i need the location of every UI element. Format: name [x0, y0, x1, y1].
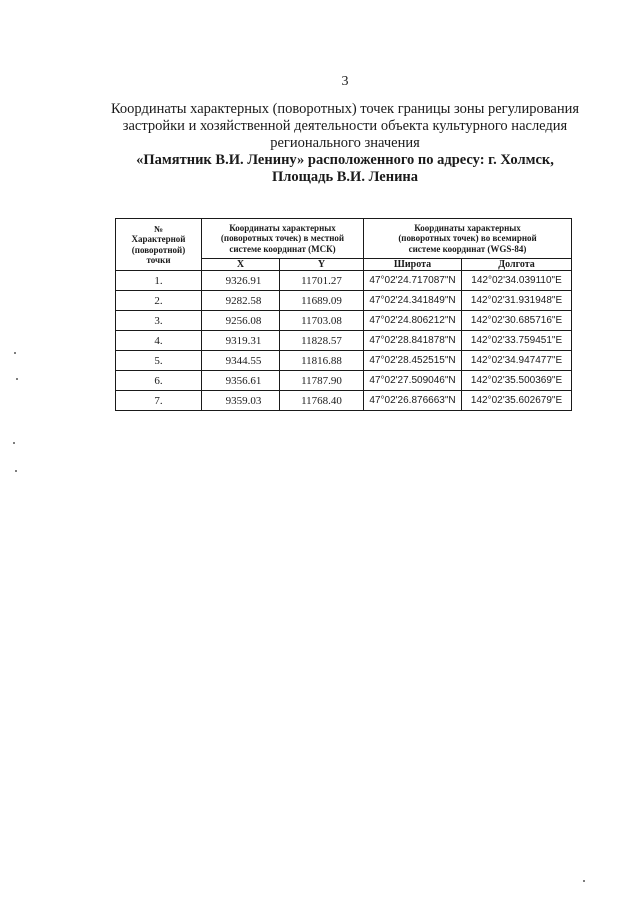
- cell-x: 9326.91: [202, 271, 280, 291]
- cell-point-number: 4.: [116, 331, 202, 351]
- cell-point-number: 5.: [116, 351, 202, 371]
- cell-longitude: 142°02'30.685716"E: [462, 311, 572, 331]
- title-line: регионального значения: [270, 135, 420, 151]
- table-row: [116, 311, 572, 331]
- object-name-line: «Памятник В.И. Ленину» расположенного по адресу: г. Холмск,: [136, 152, 554, 168]
- table-row: [116, 331, 572, 351]
- cell-point-number: 1.: [116, 271, 202, 291]
- header-x: X: [202, 259, 280, 271]
- cell-longitude: 142°02'33.759451"E: [462, 331, 572, 351]
- cell-longitude: 142°02'31.931948"E: [462, 291, 572, 311]
- table-row: [116, 391, 572, 411]
- table-row: [116, 371, 572, 391]
- cell-latitude: 47°02'24.717087"N: [364, 271, 462, 291]
- title-line: Координаты характерных (поворотных) точек границы зоны регулирования: [110, 101, 580, 117]
- table-row: [116, 291, 572, 311]
- table-row: [116, 271, 572, 291]
- header-longitude: Долгота: [462, 259, 572, 271]
- cell-point-number: 2.: [116, 291, 202, 311]
- cell-latitude: 47°02'28.841878"N: [364, 331, 462, 351]
- header-line: Координаты характерных: [414, 222, 521, 233]
- title-line: застройки и хозяйственной деятельности объекта культурного наследия: [122, 118, 568, 134]
- address-line: Площадь В.И. Ленина: [271, 169, 419, 185]
- scan-speck: [583, 880, 585, 882]
- cell-latitude: 47°02'28.452515"N: [364, 351, 462, 371]
- cell-y: 11787.90: [280, 371, 364, 391]
- cell-y: 11816.88: [280, 351, 364, 371]
- cell-longitude: 142°02'35.500369"E: [462, 371, 572, 391]
- cell-point-number: 7.: [116, 391, 202, 411]
- header-local-coordinates: [202, 219, 364, 259]
- header-line: Координаты характерных: [229, 222, 336, 233]
- cell-x: 9356.61: [202, 371, 280, 391]
- cell-x: 9359.03: [202, 391, 280, 411]
- cell-x: 9282.58: [202, 291, 280, 311]
- scan-speck: [15, 470, 17, 472]
- cell-longitude: 142°02'34.947477"E: [462, 351, 572, 371]
- cell-y: 11703.08: [280, 311, 364, 331]
- scan-speck: [14, 352, 16, 354]
- header-line: системе координат (WGS-84): [408, 243, 527, 254]
- cell-latitude: 47°02'24.806212"N: [364, 311, 462, 331]
- cell-latitude: 47°02'26.876663"N: [364, 391, 462, 411]
- header-line: (поворотной): [131, 244, 186, 255]
- cell-longitude: 142°02'34.039110"E: [462, 271, 572, 291]
- scan-speck: [13, 442, 15, 444]
- cell-longitude: 142°02'35.602679"E: [462, 391, 572, 411]
- header-line: Характерной: [131, 234, 186, 244]
- header-global-coordinates: [364, 219, 572, 259]
- cell-latitude: 47°02'27.509046"N: [364, 371, 462, 391]
- page-number: 3: [341, 74, 349, 89]
- cell-point-number: 3.: [116, 311, 202, 331]
- header-latitude: Широта: [364, 259, 462, 271]
- cell-y: 11768.40: [280, 391, 364, 411]
- cell-y: 11689.09: [280, 291, 364, 311]
- header-line: №: [153, 223, 164, 234]
- table-row: [116, 351, 572, 371]
- cell-y: 11828.57: [280, 331, 364, 351]
- cell-point-number: 6.: [116, 371, 202, 391]
- cell-latitude: 47°02'24.341849"N: [364, 291, 462, 311]
- cell-y: 11701.27: [280, 271, 364, 291]
- coordinates-table: [115, 218, 572, 411]
- cell-x: 9256.08: [202, 311, 280, 331]
- header-line: точки: [146, 255, 171, 265]
- cell-x: 9319.31: [202, 331, 280, 351]
- header-y: Y: [280, 259, 364, 271]
- header-line: (поворотных точек) во всемирной: [398, 233, 537, 244]
- header-line: (поворотных точек) в местной: [220, 233, 345, 244]
- document-title: [100, 101, 590, 186]
- header-line: системе координат (МСК): [229, 243, 336, 254]
- cell-x: 9344.55: [202, 351, 280, 371]
- header-point-number: [116, 219, 202, 271]
- scan-speck: [16, 378, 18, 380]
